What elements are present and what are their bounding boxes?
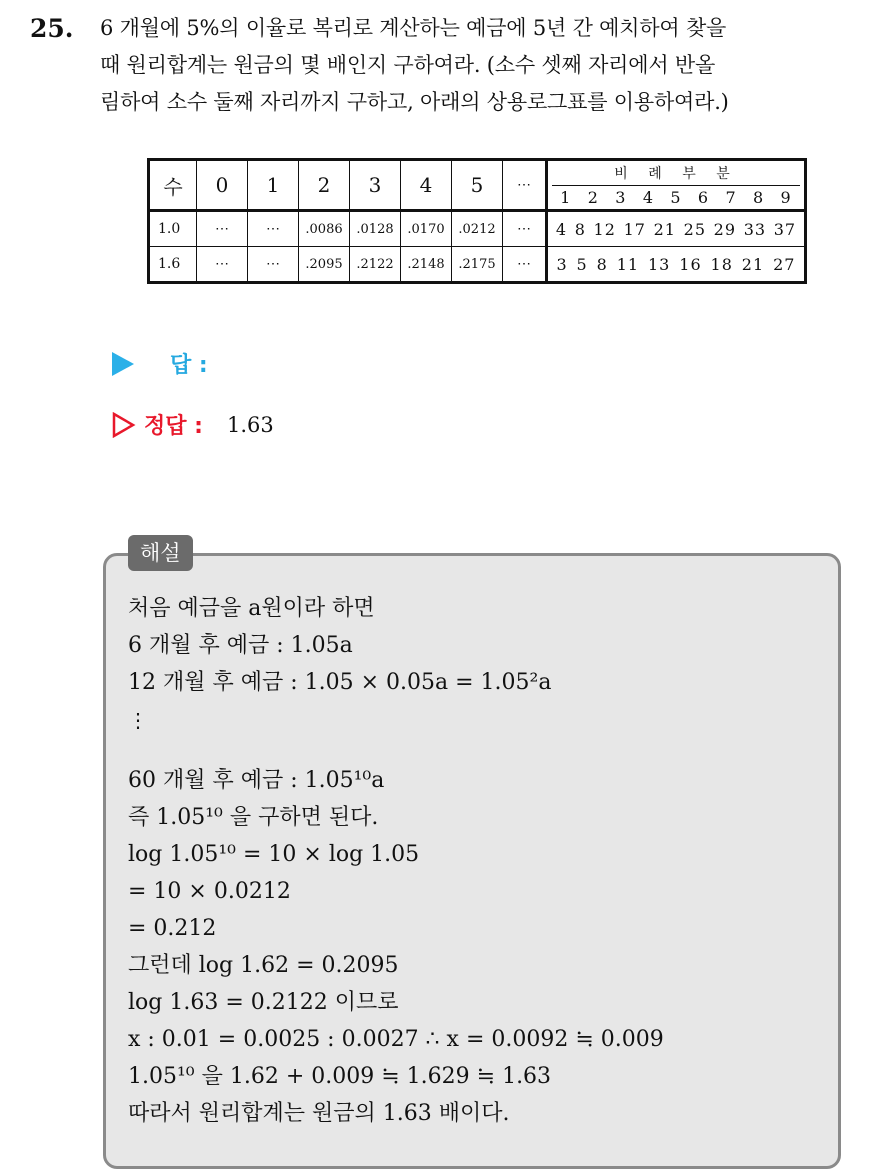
solution-line: 따라서 원리합계는 원금의 1.63 배이다. (128, 1101, 510, 1126)
table-cell: ⋯ (248, 247, 299, 283)
solution-line: 1.05¹⁰ 을 1.62 + 0.009 ≒ 1.629 ≒ 1.63 (128, 1064, 552, 1089)
header-label: 수 (149, 160, 197, 211)
solution-line: = 10 × 0.0212 (128, 879, 291, 904)
proportional-col: 9 (780, 188, 792, 207)
solution-lines (128, 590, 828, 1132)
solution-line: 12 개월 후 예금 : 1.05 × 0.05a = 1.05²a (128, 670, 552, 695)
proportional-col: 7 (725, 188, 737, 207)
solution-line: x : 0.01 = 0.0025 : 0.0027 ∴ x = 0.0092 ≒ 0.009 (128, 1027, 664, 1052)
proportional-col: 8 (753, 188, 765, 207)
correct-answer-row (112, 409, 274, 440)
table-cell: .0128 (350, 211, 401, 247)
table-cell: .0086 (299, 211, 350, 247)
correct-answer-label: 정답 : (144, 414, 203, 439)
column-header: 0 (197, 160, 248, 211)
part-value: 29 (713, 219, 737, 239)
row-label: 1.0 (149, 211, 197, 247)
part-value: 4 (555, 219, 568, 239)
outline-triangle-icon (112, 412, 136, 438)
question-number: 25. (30, 14, 74, 43)
solution-line: 그런데 log 1.62 = 0.2095 (128, 953, 399, 978)
part-value: 13 (648, 254, 671, 274)
proportional-col: 2 (587, 188, 599, 207)
proportional-header (547, 160, 806, 211)
column-header: ⋯ (503, 160, 547, 211)
table-cell: .2122 (350, 247, 401, 283)
solution-line: log 1.63 = 0.2122 이므로 (128, 990, 399, 1015)
column-header: 4 (401, 160, 452, 211)
part-value: 5 (576, 254, 588, 274)
part-value: 16 (679, 254, 702, 274)
proportional-parts (547, 247, 806, 283)
proportional-title: 비 례 부 분 (552, 161, 800, 186)
question-line: 림하여 소수 둘째 자리까지 구하고, 아래의 상용로그표를 이용하여라.) (100, 90, 729, 114)
play-triangle-icon (112, 352, 134, 376)
column-header: 3 (350, 160, 401, 211)
question-line: 6 개월에 5%의 이율로 복리로 계산하는 예금에 5년 간 예치하여 찾을 (100, 16, 727, 40)
table-cell: .0212 (452, 211, 503, 247)
solution-line: 6 개월 후 예금 : 1.05a (128, 633, 353, 658)
table-cell: ⋯ (248, 211, 299, 247)
proportional-parts (547, 211, 806, 247)
table-row (149, 211, 806, 247)
part-value: 11 (616, 254, 640, 274)
table-cell: .2175 (452, 247, 503, 283)
solution-line: log 1.05¹⁰ = 10 × log 1.05 (128, 842, 420, 867)
proportional-col: 5 (670, 188, 682, 207)
column-header: 2 (299, 160, 350, 211)
table-row (149, 247, 806, 283)
part-value: 3 (556, 254, 568, 274)
question-line: 때 원리합계는 원금의 몇 배인지 구하여라. (소수 셋째 자리에서 반올 (100, 53, 716, 77)
part-value: 25 (683, 219, 706, 239)
part-value: 12 (593, 219, 616, 239)
proportional-col: 1 (560, 188, 572, 207)
table-cell: ⋯ (197, 211, 248, 247)
table-cell: .2095 (299, 247, 350, 283)
part-value: 17 (623, 219, 646, 239)
column-header: 1 (248, 160, 299, 211)
part-value: 8 (596, 254, 608, 274)
solution-line: = 0.212 (128, 916, 217, 941)
table-cell: ⋯ (503, 247, 547, 283)
table-cell: .2148 (401, 247, 452, 283)
log-table (147, 158, 807, 284)
log-table-header (149, 160, 806, 211)
solution-line: 즉 1.05¹⁰ 을 구하면 된다. (128, 805, 379, 830)
table-cell: ⋯ (503, 211, 547, 247)
solution-tag: 해설 (128, 535, 193, 571)
part-value: 8 (574, 219, 586, 239)
part-value: 33 (743, 219, 767, 239)
row-label: 1.6 (149, 247, 197, 283)
part-value: 27 (773, 254, 796, 274)
table-cell: ⋯ (197, 247, 248, 283)
question-text (100, 10, 870, 121)
part-value: 21 (741, 254, 765, 274)
answer-row (112, 348, 208, 379)
solution-line: 처음 예금을 a원이라 하면 (128, 596, 375, 621)
column-header: 5 (452, 160, 503, 211)
correct-answer-value: 1.63 (226, 412, 274, 437)
proportional-col: 6 (697, 188, 710, 207)
answer-label: 답 : (170, 353, 208, 378)
part-value: 21 (653, 219, 676, 239)
proportional-col: 3 (615, 188, 627, 207)
solution-line: 60 개월 후 예금 : 1.05¹⁰a (128, 768, 385, 793)
solution-box (103, 553, 841, 1169)
proportional-col: 4 (642, 188, 654, 207)
solution-vdots: ⋮ (128, 708, 148, 732)
part-value: 18 (710, 254, 733, 274)
part-value: 37 (773, 219, 797, 239)
table-cell: .0170 (401, 211, 452, 247)
